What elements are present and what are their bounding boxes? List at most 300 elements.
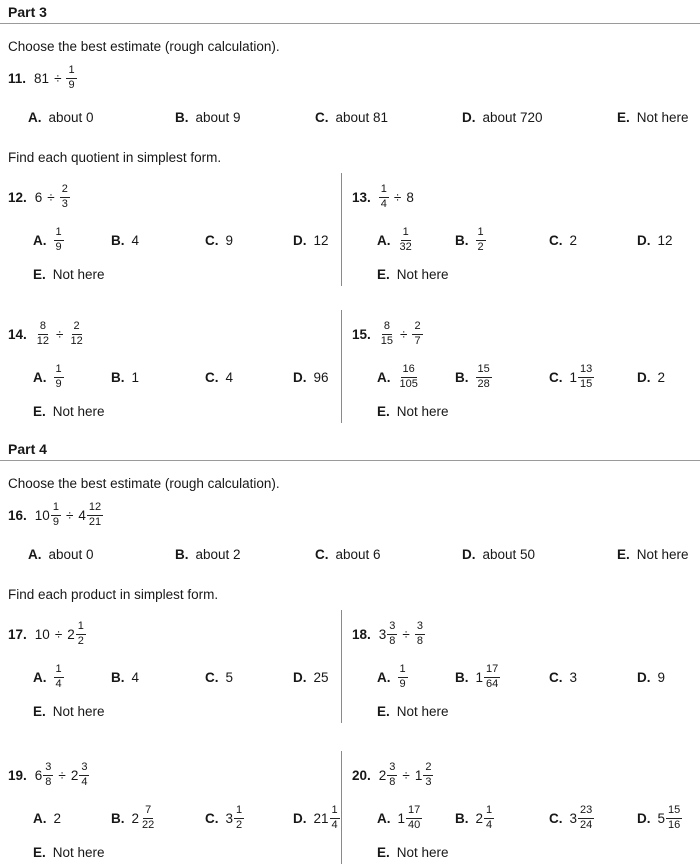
fraction-numerator: 23 <box>578 804 594 819</box>
number-token: Not here <box>52 844 105 860</box>
mixed-number <box>132 804 157 833</box>
question-19 <box>8 754 341 864</box>
question-statement <box>352 754 700 796</box>
question-expression <box>35 501 103 530</box>
division-operator: ÷ <box>393 189 402 205</box>
whole-number: 2 <box>378 767 387 783</box>
option-letter: C. <box>205 810 219 826</box>
whole-number: 1 <box>475 669 484 685</box>
mixed-number <box>658 804 683 833</box>
option-value <box>398 363 420 392</box>
mixed-number <box>67 620 86 649</box>
division-operator: ÷ <box>400 326 408 342</box>
option-letter: A. <box>33 810 47 826</box>
fraction-numerator: 1 <box>54 663 64 678</box>
question-expression <box>35 183 70 212</box>
mixed-number <box>476 663 501 692</box>
question-number: 16. <box>8 507 27 523</box>
question-expression <box>379 620 425 649</box>
option-letter: A. <box>33 669 47 685</box>
number-token: 8 <box>406 189 414 205</box>
option-e-row <box>33 399 341 423</box>
answer-option-C <box>549 670 637 685</box>
option-letter: E. <box>377 703 390 719</box>
option-letter: B. <box>111 232 125 248</box>
fraction <box>406 804 422 833</box>
answer-option-A <box>28 547 175 562</box>
option-letter: D. <box>637 669 651 685</box>
whole-number: 2 <box>70 767 79 783</box>
fraction-numerator: 15 <box>666 804 682 819</box>
part4-estimate-instruction: Choose the best estimate (rough calculation). <box>8 476 280 491</box>
option-value <box>53 404 105 419</box>
whole-number: 1 <box>414 767 423 783</box>
part4-product-instruction: Find each product in simplest form. <box>8 587 219 602</box>
option-letter: A. <box>28 109 42 125</box>
option-letter: B. <box>455 232 469 248</box>
fraction-denominator: 2 <box>477 240 484 253</box>
fraction-denominator: 4 <box>81 775 88 788</box>
fraction <box>87 501 103 530</box>
option-value <box>54 363 64 392</box>
question-statement <box>8 754 341 796</box>
fraction-denominator: 3 <box>61 197 68 210</box>
answer-option-D <box>293 804 340 833</box>
mixed-number <box>415 761 434 790</box>
fraction <box>51 501 61 530</box>
whole-number: 3 <box>569 810 578 826</box>
answer-option-A <box>33 226 111 255</box>
option-value <box>314 370 329 385</box>
number-token: about 81 <box>335 109 389 125</box>
answer-option-A <box>377 663 455 692</box>
option-letter: E. <box>617 109 630 125</box>
option-value <box>570 233 578 248</box>
fraction-numerator: 17 <box>484 663 500 678</box>
whole-number: 6 <box>34 767 43 783</box>
mixed-number <box>226 804 245 833</box>
option-letter: E. <box>33 266 46 282</box>
options-row <box>28 99 700 135</box>
question-number: 15. <box>352 326 371 342</box>
option-letter: C. <box>549 369 563 385</box>
fraction <box>60 183 70 212</box>
option-letter: B. <box>111 810 125 826</box>
question-number: 11. <box>8 70 27 86</box>
answer-option-A <box>377 804 455 833</box>
answer-option-A <box>33 663 111 692</box>
fraction-denominator: 3 <box>425 775 432 788</box>
fraction <box>578 363 594 392</box>
fraction <box>398 226 414 255</box>
number-token: 4 <box>131 232 140 248</box>
question-expression <box>35 761 90 790</box>
number-token: 3 <box>569 669 578 685</box>
fraction <box>54 363 64 392</box>
fraction-numerator: 7 <box>143 804 153 819</box>
column-left <box>0 610 341 723</box>
mixed-number <box>379 761 398 790</box>
number-token: 12 <box>657 232 673 248</box>
fraction-numerator: 1 <box>234 804 244 819</box>
option-letter: A. <box>33 369 47 385</box>
fraction-denominator: 2 <box>236 818 243 831</box>
option-letter: E. <box>33 844 46 860</box>
option-letter: D. <box>462 546 476 562</box>
answer-option-B <box>111 670 205 685</box>
question-statement <box>8 176 341 218</box>
option-value <box>196 547 241 562</box>
fraction-denominator: 12 <box>36 334 50 347</box>
answer-option-C <box>205 804 293 833</box>
fraction-numerator: 3 <box>415 620 425 635</box>
question-expression <box>35 620 86 649</box>
question-number: 19. <box>8 767 27 783</box>
fraction-denominator: 7 <box>414 334 421 347</box>
question-row-17-18 <box>0 610 700 723</box>
question-statement <box>8 313 341 355</box>
number-token: 10 <box>34 626 50 642</box>
part4-section <box>0 437 700 864</box>
mixed-number <box>78 501 103 530</box>
question-row-14-15 <box>0 310 700 423</box>
answer-option-C <box>205 370 293 385</box>
fraction-denominator: 9 <box>52 515 59 528</box>
answer-option-A <box>33 363 111 392</box>
options-row <box>28 536 700 572</box>
option-letter: C. <box>549 232 563 248</box>
question-number: 17. <box>8 626 27 642</box>
division-operator: ÷ <box>402 626 410 642</box>
options-row <box>33 355 341 399</box>
division-operator: ÷ <box>58 767 66 783</box>
option-letter: B. <box>175 546 189 562</box>
fraction-denominator: 4 <box>331 818 338 831</box>
fraction-denominator: 8 <box>389 775 396 788</box>
question-17 <box>8 613 341 723</box>
fraction-denominator: 4 <box>380 197 387 210</box>
question-statement <box>8 57 700 99</box>
fraction-numerator: 13 <box>578 363 594 378</box>
option-letter: E. <box>377 844 390 860</box>
options-row <box>33 655 341 699</box>
question-row-19-20 <box>0 751 700 864</box>
option-letter: E. <box>377 403 390 419</box>
option-value <box>132 370 140 385</box>
option-value <box>226 370 234 385</box>
whole-number: 3 <box>378 626 387 642</box>
question-expression <box>35 320 85 349</box>
option-letter: E. <box>33 703 46 719</box>
option-letter: B. <box>111 369 125 385</box>
options-row <box>377 355 700 399</box>
whole-number: 5 <box>657 810 666 826</box>
fraction-numerator: 1 <box>476 226 486 241</box>
fraction-numerator: 2 <box>72 320 82 335</box>
option-letter: D. <box>637 369 651 385</box>
fraction-numerator: 8 <box>38 320 48 335</box>
part3-estimate-instruction: Choose the best estimate (rough calculation). <box>8 39 280 54</box>
fraction-numerator: 1 <box>76 620 86 635</box>
question-20 <box>352 754 700 864</box>
answer-option-D <box>462 547 617 562</box>
answer-option-A <box>28 110 175 125</box>
fraction-denominator: 64 <box>486 677 499 690</box>
option-value <box>314 670 329 685</box>
fraction <box>415 620 425 649</box>
question-statement <box>352 176 700 218</box>
answer-option-E <box>617 547 689 562</box>
fraction-numerator: 2 <box>423 761 433 776</box>
option-letter: A. <box>33 232 47 248</box>
fraction-denominator: 4 <box>55 677 62 690</box>
number-token: 2 <box>569 232 578 248</box>
option-value <box>314 233 329 248</box>
options-row <box>33 796 341 840</box>
number-token: about 0 <box>48 546 94 562</box>
option-letter: C. <box>315 109 329 125</box>
number-token: 4 <box>131 669 140 685</box>
number-token: 9 <box>225 232 234 248</box>
fraction <box>140 804 156 833</box>
number-token: Not here <box>396 403 449 419</box>
number-token: Not here <box>396 703 449 719</box>
answer-option-E <box>377 404 455 419</box>
option-letter: E. <box>617 546 630 562</box>
option-letter: C. <box>205 369 219 385</box>
mixed-number <box>314 804 340 833</box>
fraction <box>234 804 244 833</box>
question-16 <box>0 494 700 572</box>
fraction-numerator: 12 <box>87 501 103 516</box>
answer-option-D <box>462 110 617 125</box>
option-value <box>397 404 449 419</box>
number-token: Not here <box>636 109 689 125</box>
option-letter: A. <box>377 232 391 248</box>
fraction <box>666 804 682 833</box>
options-row <box>377 218 700 262</box>
question-expression <box>379 320 423 349</box>
question-expression <box>379 183 414 212</box>
fraction <box>66 64 76 93</box>
fraction <box>412 320 422 349</box>
answer-option-C <box>315 110 462 125</box>
number-token: 12 <box>313 232 329 248</box>
option-letter: E. <box>33 403 46 419</box>
fraction-numerator: 3 <box>387 761 397 776</box>
whole-number: 3 <box>225 810 234 826</box>
question-15 <box>352 313 700 423</box>
number-token: Not here <box>52 266 105 282</box>
option-value <box>53 845 105 860</box>
option-value <box>658 804 683 833</box>
options-row <box>377 655 700 699</box>
whole-number: 1 <box>397 810 406 826</box>
fraction <box>330 804 340 833</box>
number-token: 1 <box>131 369 140 385</box>
option-letter: C. <box>205 232 219 248</box>
option-letter: D. <box>637 810 651 826</box>
number-token: 6 <box>34 189 43 205</box>
fraction-denominator: 8 <box>45 775 52 788</box>
answer-option-B <box>455 226 549 255</box>
number-token: about 9 <box>195 109 241 125</box>
option-letter: B. <box>111 669 125 685</box>
option-value <box>570 804 595 833</box>
number-token: about 720 <box>482 109 543 125</box>
option-value <box>49 547 94 562</box>
fraction-denominator: 16 <box>668 818 681 831</box>
option-value <box>658 233 673 248</box>
answer-option-B <box>175 547 315 562</box>
column-right <box>341 173 700 286</box>
part3-section <box>0 0 700 423</box>
whole-number: 2 <box>475 810 484 826</box>
fraction <box>476 226 486 255</box>
answer-option-B <box>111 233 205 248</box>
option-value <box>398 663 408 692</box>
fraction-numerator: 1 <box>398 663 408 678</box>
fraction-denominator: 8 <box>389 634 396 647</box>
answer-option-D <box>293 370 329 385</box>
division-operator: ÷ <box>402 767 410 783</box>
option-value <box>54 663 64 692</box>
number-token: 5 <box>225 669 234 685</box>
option-letter: E. <box>377 266 390 282</box>
option-letter: C. <box>549 810 563 826</box>
answer-option-E <box>33 845 111 860</box>
question-expression <box>379 761 434 790</box>
option-value <box>54 811 62 826</box>
fraction-numerator: 17 <box>406 804 422 819</box>
question-number: 18. <box>352 626 371 642</box>
fraction-numerator: 1 <box>484 804 494 819</box>
answer-option-B <box>175 110 315 125</box>
fraction-denominator: 4 <box>486 818 493 831</box>
option-value <box>53 704 105 719</box>
fraction-denominator: 105 <box>399 377 418 390</box>
column-left <box>0 310 341 423</box>
option-value <box>226 670 234 685</box>
option-letter: C. <box>549 669 563 685</box>
option-e-row <box>377 840 700 864</box>
option-value <box>398 804 423 833</box>
option-value <box>196 110 241 125</box>
answer-option-B <box>455 804 549 833</box>
answer-option-D <box>293 670 329 685</box>
fraction-denominator: 21 <box>88 515 102 528</box>
whole-number: 4 <box>78 507 86 523</box>
answer-option-A <box>377 226 455 255</box>
question-statement <box>8 613 341 655</box>
answer-option-E <box>33 704 111 719</box>
option-value <box>570 363 595 392</box>
column-right <box>341 310 700 423</box>
number-token: Not here <box>52 403 105 419</box>
answer-option-A <box>33 811 111 826</box>
option-letter: D. <box>637 232 651 248</box>
fraction-numerator: 1 <box>379 183 389 198</box>
fraction <box>484 804 494 833</box>
question-13 <box>352 176 700 286</box>
number-token: 9 <box>657 669 666 685</box>
option-letter: D. <box>293 669 307 685</box>
option-value <box>476 363 492 392</box>
option-value <box>658 370 666 385</box>
fraction-numerator: 15 <box>476 363 492 378</box>
option-letter: A. <box>377 810 391 826</box>
options-row <box>33 218 341 262</box>
fraction-numerator: 2 <box>412 320 422 335</box>
fraction-numerator: 1 <box>54 363 64 378</box>
column-left <box>0 751 341 864</box>
option-letter: B. <box>455 810 469 826</box>
question-statement <box>8 494 700 536</box>
fraction <box>476 363 492 392</box>
mixed-number <box>398 804 423 833</box>
fraction-denominator: 2 <box>77 634 84 647</box>
option-value <box>483 547 536 562</box>
option-value <box>570 670 578 685</box>
option-value <box>397 267 449 282</box>
question-row-12-13 <box>0 173 700 286</box>
option-letter: B. <box>455 369 469 385</box>
number-token: about 6 <box>335 546 381 562</box>
question-number: 14. <box>8 326 27 342</box>
fraction <box>423 761 433 790</box>
fraction-numerator: 1 <box>66 64 76 79</box>
option-value <box>336 547 381 562</box>
option-letter: A. <box>377 369 391 385</box>
answer-option-E <box>377 845 455 860</box>
part4-title: Part 4 <box>8 441 47 457</box>
option-letter: C. <box>205 669 219 685</box>
number-token: 4 <box>225 369 234 385</box>
answer-option-B <box>111 370 205 385</box>
option-value <box>132 233 140 248</box>
option-letter: D. <box>293 232 307 248</box>
answer-option-C <box>549 363 637 392</box>
option-value <box>336 110 389 125</box>
division-operator: ÷ <box>65 507 74 523</box>
option-value <box>476 663 501 692</box>
answer-option-C <box>549 233 637 248</box>
fraction <box>578 804 594 833</box>
answer-option-B <box>455 363 549 392</box>
division-operator: ÷ <box>47 189 55 205</box>
fraction-numerator: 16 <box>401 363 417 378</box>
number-token: about 50 <box>482 546 536 562</box>
option-value <box>54 226 64 255</box>
answer-option-D <box>637 233 673 248</box>
answer-option-D <box>293 233 329 248</box>
answer-option-E <box>377 267 455 282</box>
option-e-row <box>33 840 341 864</box>
option-letter: C. <box>315 546 329 562</box>
option-letter: A. <box>28 546 42 562</box>
question-number: 13. <box>352 189 371 205</box>
mixed-number <box>35 761 54 790</box>
option-value <box>476 804 495 833</box>
number-token: 2 <box>53 810 62 826</box>
options-row <box>377 796 700 840</box>
column-left <box>0 173 341 286</box>
answer-option-C <box>549 804 637 833</box>
fraction <box>387 761 397 790</box>
fraction-numerator: 3 <box>43 761 53 776</box>
fraction-denominator: 40 <box>408 818 421 831</box>
option-value <box>226 804 245 833</box>
